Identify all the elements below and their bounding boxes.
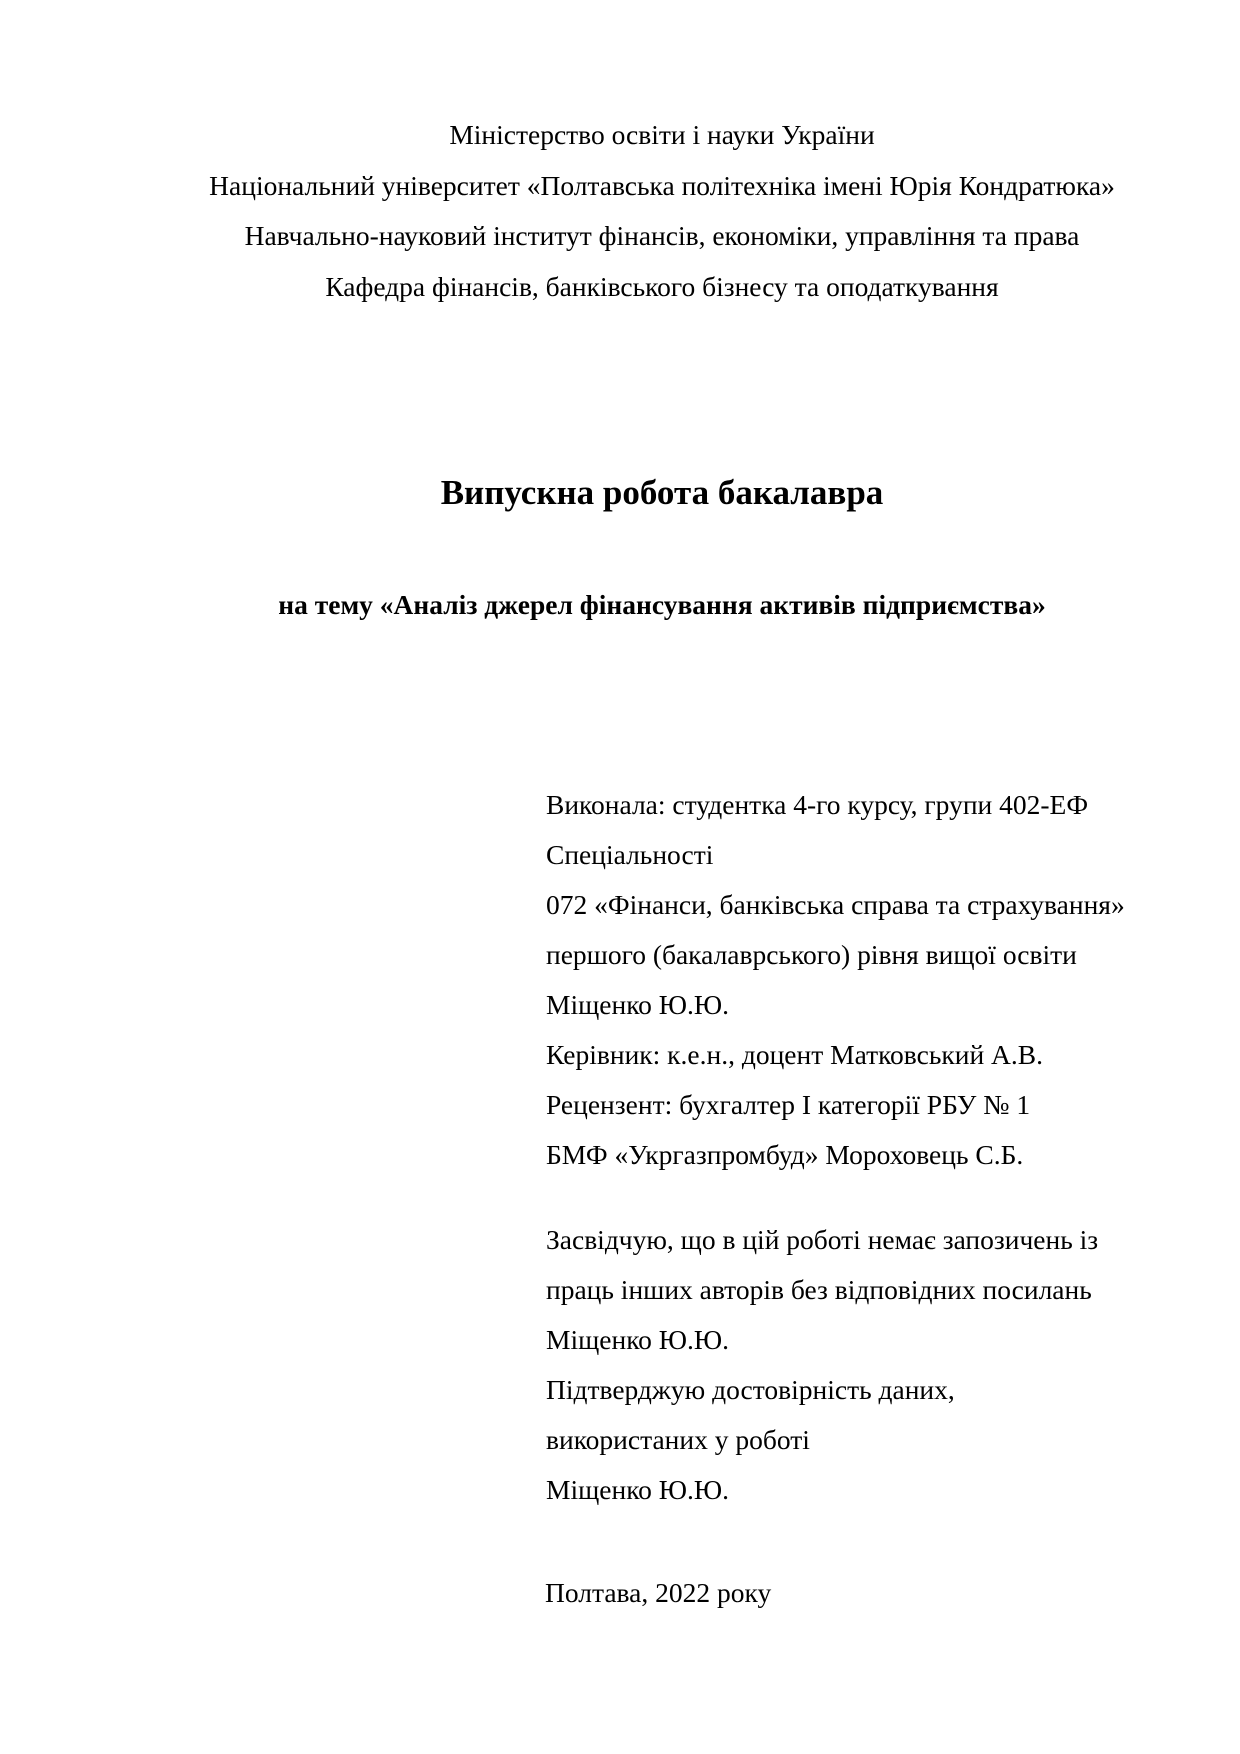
author-name-line: Міщенко Ю.Ю. bbox=[546, 989, 730, 1020]
reviewer-org-line: БМФ «Укргазпромбуд» Мороховець С.Б. bbox=[546, 1139, 1024, 1170]
education-level-line: першого (бакалаврського) рівня вищої освіти bbox=[546, 939, 1077, 970]
author-info-block bbox=[546, 780, 1125, 1180]
originality-statement-line-2: праць інших авторів без відповідних посилань bbox=[546, 1274, 1092, 1305]
author-student-line: Виконала: студентка 4-го курсу, групи 402-ЕФ bbox=[546, 789, 1089, 820]
document-title: Випускна робота бакалавра bbox=[440, 473, 884, 512]
originality-signature-name: Міщенко Ю.Ю. bbox=[546, 1324, 730, 1355]
university-line: Національний університет «Полтавська політехніка імені Юрія Кондратюка» bbox=[209, 169, 1115, 201]
specialty-label-line: Спеціальності bbox=[546, 839, 714, 870]
thesis-topic: на тему «Аналіз джерел фінансування активів підприємства» bbox=[278, 589, 1046, 620]
certification-block bbox=[546, 1215, 1098, 1515]
ministry-line: Міністерство освіти і науки України bbox=[449, 119, 875, 150]
city-year: Полтава, 2022 року bbox=[545, 1577, 772, 1608]
reviewer-line: Рецензент: бухгалтер І категорії РБУ № 1 bbox=[546, 1089, 1031, 1120]
institute-line: Навчально-науковий інститут фінансів, економіки, управління та права bbox=[244, 220, 1080, 251]
data-confirmation-line-2: використаних у роботі bbox=[546, 1424, 810, 1455]
specialty-name-line: 072 «Фінанси, банківська справа та страхування» bbox=[546, 889, 1125, 920]
supervisor-line: Керівник: к.е.н., доцент Матковський А.В. bbox=[546, 1039, 1043, 1070]
institution-header bbox=[0, 110, 1240, 312]
originality-statement-line-1: Засвідчую, що в цій роботі немає запозичень із bbox=[546, 1224, 1099, 1255]
department-line: Кафедра фінансів, банківського бізнесу та оподаткування bbox=[325, 270, 999, 302]
data-confirmation-line-1: Підтверджую достовірність даних, bbox=[546, 1374, 955, 1405]
data-confirmation-signature-name: Міщенко Ю.Ю. bbox=[546, 1474, 730, 1505]
